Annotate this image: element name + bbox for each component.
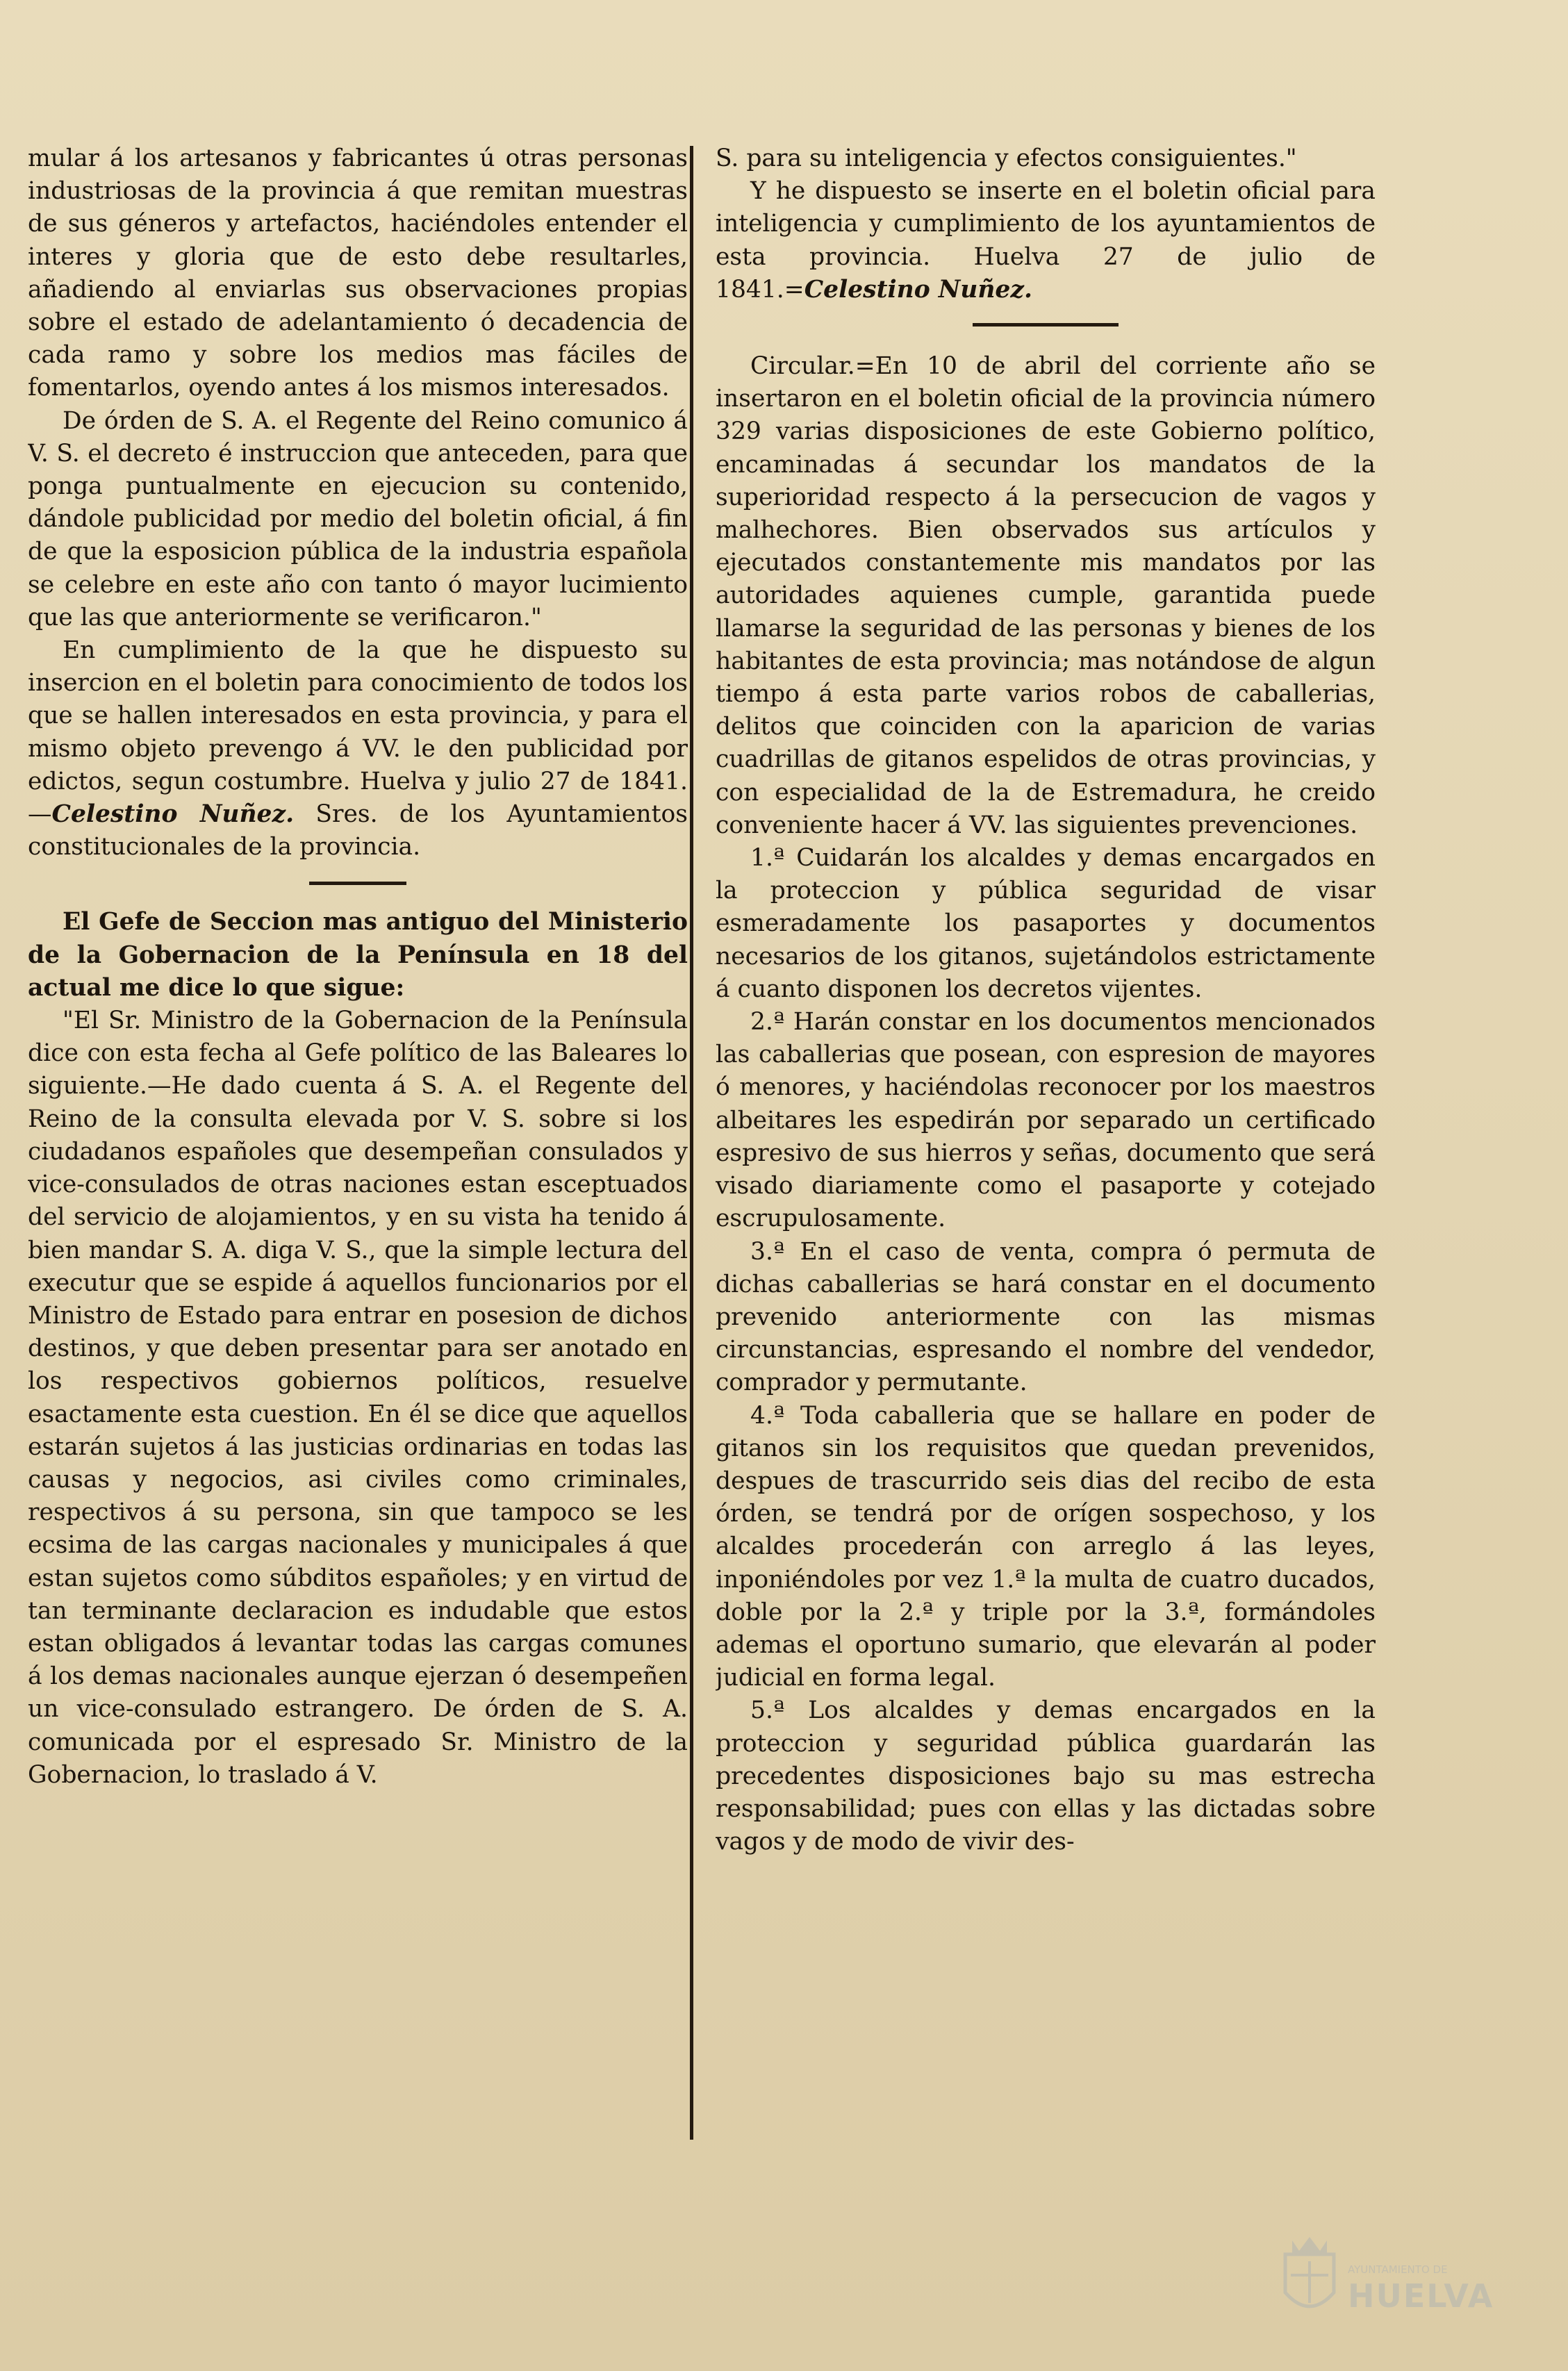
column-divider: [690, 146, 693, 2140]
signature-name-right: Celestino Nuñez.: [804, 275, 1032, 304]
watermark-small-text: AYUNTAMIENTO DE: [1348, 2263, 1448, 2276]
paragraph-fulfillment: [28, 634, 688, 864]
provision-1: 1.ª Cuidarán los alcaldes y demas encargados en la proteccion y pública seguridad de visar esmeradamente los pasaportes y documentos necesarios de los gitanos, sujetándolos estrictamente á cuanto disponen los decretos vijentes.: [716, 844, 1376, 1003]
paragraph-continuation-right: S. para su inteligencia y efectos consiguientes.": [716, 144, 1297, 172]
paragraph-regent-order: De órden de S. A. el Regente del Reino comunico á V. S. el decreto é instruccion que anteceden, para que ponga puntualmente en ejecucion su contenido, dándole publicidad por medio del boletin oficial, á fin de que la esposicion pública de la industria española se celebre en este año con tanto ó mayor lucimiento que las que anteriormente se verificaron.": [28, 406, 688, 631]
watermark-seal: [1278, 2223, 1494, 2327]
watermark-large-text: HUELVA: [1348, 2277, 1494, 2315]
provision-3: 3.ª En el caso de venta, compra ó permuta de dichas caballerias se hará constar en el documento prevenido anteriormente con las mismas circunstancias, espresando el nombre del vendedor, comprador y permutante.: [716, 1237, 1376, 1397]
crest-icon: [1278, 2227, 1341, 2324]
fulfillment-text: En cumplimiento de la que he dispuesto su insercion en el boletin para conocimiento de todos los que se hallen interesados en esta provincia, y para el mismo objeto prevengo á VV. le den publicidad por edictos, segun costumbre. Huelva y julio 27 de 1841.—: [28, 636, 688, 829]
insertion-text: Y he dispuesto se inserte en el boletin oficial para inteligencia y cumplimiento de los ayuntamientos de esta provincia. Huelva 27 de julio de 1841.=: [716, 177, 1376, 304]
section-divider: [309, 882, 406, 885]
provision-2: 2.ª Harán constar en los documentos mencionados las caballerias que posean, con espresion de mayores ó menores, y haciéndolas reconocer por los maestros albeitares les espedirán por separado un certificado espresivo de sus hierros y señas, documento que será visado diariamente como el pasaporte y cotejado escrupulosamente.: [716, 1008, 1376, 1233]
provision-4: 4.ª Toda caballeria que se hallare en poder de gitanos sin los requisitos que quedan prevenidos, despues de trascurrido seis dias del recibo de esta órden, se tendrá por de orígen sospechoso, y los alcaldes procederán con arreglo á las leyes, inponiéndoles por vez 1.ª la multa de cuatro ducados, doble por la 2.ª y triple por la 3.ª, formándoles ademas el oportuno sumario, que elevarán al poder judicial en forma legal.: [716, 1401, 1376, 1692]
fulfillment-addressees: Sres. de los Ayuntamientos constitucionales de la provincia.: [28, 800, 688, 861]
signature-name: Celestino Nuñez.: [51, 800, 295, 829]
provision-5: 5.ª Los alcaldes y demas encargados en la proteccion y seguridad pública guardarán las precedentes disposiciones bajo su mas estrecha responsabilidad; pues con ellas y las dictadas sobre vagos y de modo de vivir des-: [716, 1696, 1376, 1856]
left-column: [28, 142, 688, 2157]
paragraph-circular: Circular.=En 10 de abril del corriente año se insertaron en el boletin oficial de la provincia número 329 varias disposiciones de este Gobierno político, encaminadas á secundar los mandatos de la superioridad respecto á la persecucion de vagos y malhechores. Bien observados sus artículos y ejecutados constantemente mis mandatos por las autoridades aquienes cumple, garantida puede llamarse la seguridad de las personas y bienes de los habitantes de esta provincia; mas notándose de algun tiempo á esta parte varios robos de caballerias, delitos que coinciden con la aparicion de varias cuadrillas de gitanos espelidos de otras provincias, y con especialidad de la de Estremadura, he creido conveniente hacer á VV. las siguientes prevenciones.: [716, 352, 1376, 839]
paragraph-section-chief: El Gefe de Seccion mas antiguo del Ministerio de la Gobernacion de la Península en 18 del actual me dice lo que sigue:: [28, 908, 688, 1002]
paragraph-minister-decree: "El Sr. Ministro de la Gobernacion de la Península dice con esta fecha al Gefe político de las Baleares lo siguiente.—He dado cuenta á S. A. el Regente del Reino de la consulta elevada por V. S. sobre si los ciudadanos españoles que desempeñan consulados y vice-consulados de otras naciones estan esceptuados del servicio de alojamientos, y en su vista ha tenido á bien mandar S. A. diga V. S., que la simple lectura del executur que se espide á aquellos funcionarios por el Ministro de Estado para entrar en posesion de dichos destinos, y que deben presentar para ser anotado en los respectivos gobiernos políticos, resuelve esactamente esta cuestion. En él se dice que aquellos estarán sujetos á las justicias ordinarias en todas las causas y negocios, asi civiles como criminales, respectivos á su persona, sin que tampoco se les ecsima de las cargas nacionales y municipales á que estan sujetos como súbditos españoles; y en virtud de tan terminante declaracion es indudable que estos estan obligados á levantar todas las cargas comunes á los demas nacionales aunque ejerzan ó desempeñen un vice-consulado estrangero. De órden de S. A. comunicada por el espresado Sr. Ministro de la Gobernacion, lo traslado á V.: [28, 1007, 688, 1789]
right-column: [716, 142, 1376, 2206]
paragraph-insertion: [716, 175, 1376, 306]
paragraph-continuation: mular á los artesanos y fabricantes ú otras personas industriosas de la provincia á que remitan muestras de sus géneros y artefactos, haciéndoles entender el interes y gloria que de esto debe resultarles, añadiendo al enviarlas sus observaciones propias sobre el estado de adelantamiento ó decadencia de cada ramo y sobre los medios mas fáciles de fomentarlos, oyendo antes á los mismos interesados.: [28, 144, 688, 402]
section-divider-right: [973, 323, 1119, 327]
